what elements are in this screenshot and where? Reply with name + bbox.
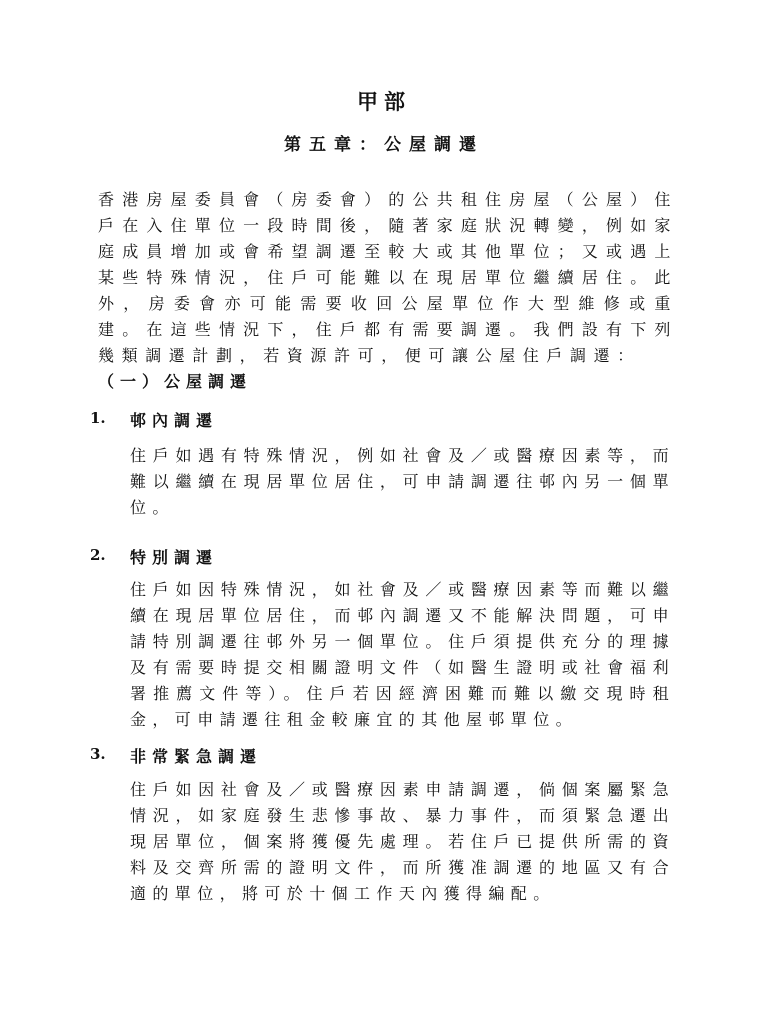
chapter-title: 第五章：公屋調遷 <box>284 135 484 155</box>
part-title: 甲部 <box>357 89 411 114</box>
item-number-3: 3. <box>90 745 106 763</box>
item-title-1: 邨內調遷 <box>130 411 219 430</box>
item-body-3: 住戶如因社會及／或醫療因素申請調遷，倘個案屬緊急情況，如家庭發生悲慘事故、暴力事件，而須緊急遷出現居單位，個案將獲優先處理。若住戶已提供所需的資料及交齊所需的證明文件，而所獲准調遷的地區又有合適的單位，將可於十個工作天內獲得編配。 <box>130 780 675 903</box>
item-body-1: 住戶如遇有特殊情況，例如社會及／或醫療因素等，而難以繼續在現居單位居住，可申請調遷往邨內另一個單位。 <box>130 446 675 517</box>
item-title-2: 特別調遷 <box>130 548 219 567</box>
item-body-2: 住戶如因特殊情況，如社會及／或醫療因素等而難以繼續在現居單位居住，而邨內調遷又不能解決問題，可申請特別調遷往邨外另一個單位。住戶須提供充分的理據及有需要時提交相關證明文件（如醫生證明或社會福利署推薦文件等）。住戶若因經濟困難而難以繳交現時租金，可申請遷往租金較廉宜的其他屋邨單位。 <box>130 580 675 729</box>
item-number-1: 1. <box>90 409 106 427</box>
section-heading: （一）公屋調遷 <box>98 372 253 391</box>
intro-paragraph: 香港房屋委員會（房委會）的公共租住房屋（公屋）住戶在入住單位一段時間後，隨著家庭狀況轉變，例如家庭成員增加或會希望調遷至較大或其他單位；又或遇上某些特殊情況，住戶可能難以在現居單位繼續居住。此外，房委會亦可能需要收回公屋單位作大型維修或重建。在這些情況下，住戶都有需要調遷。我們設有下列幾類調遷計劃，若資源許可，便可讓公屋住戶調遷： <box>98 190 678 365</box>
item-title-3: 非常緊急調遷 <box>130 747 263 766</box>
item-number-2: 2. <box>90 546 106 564</box>
